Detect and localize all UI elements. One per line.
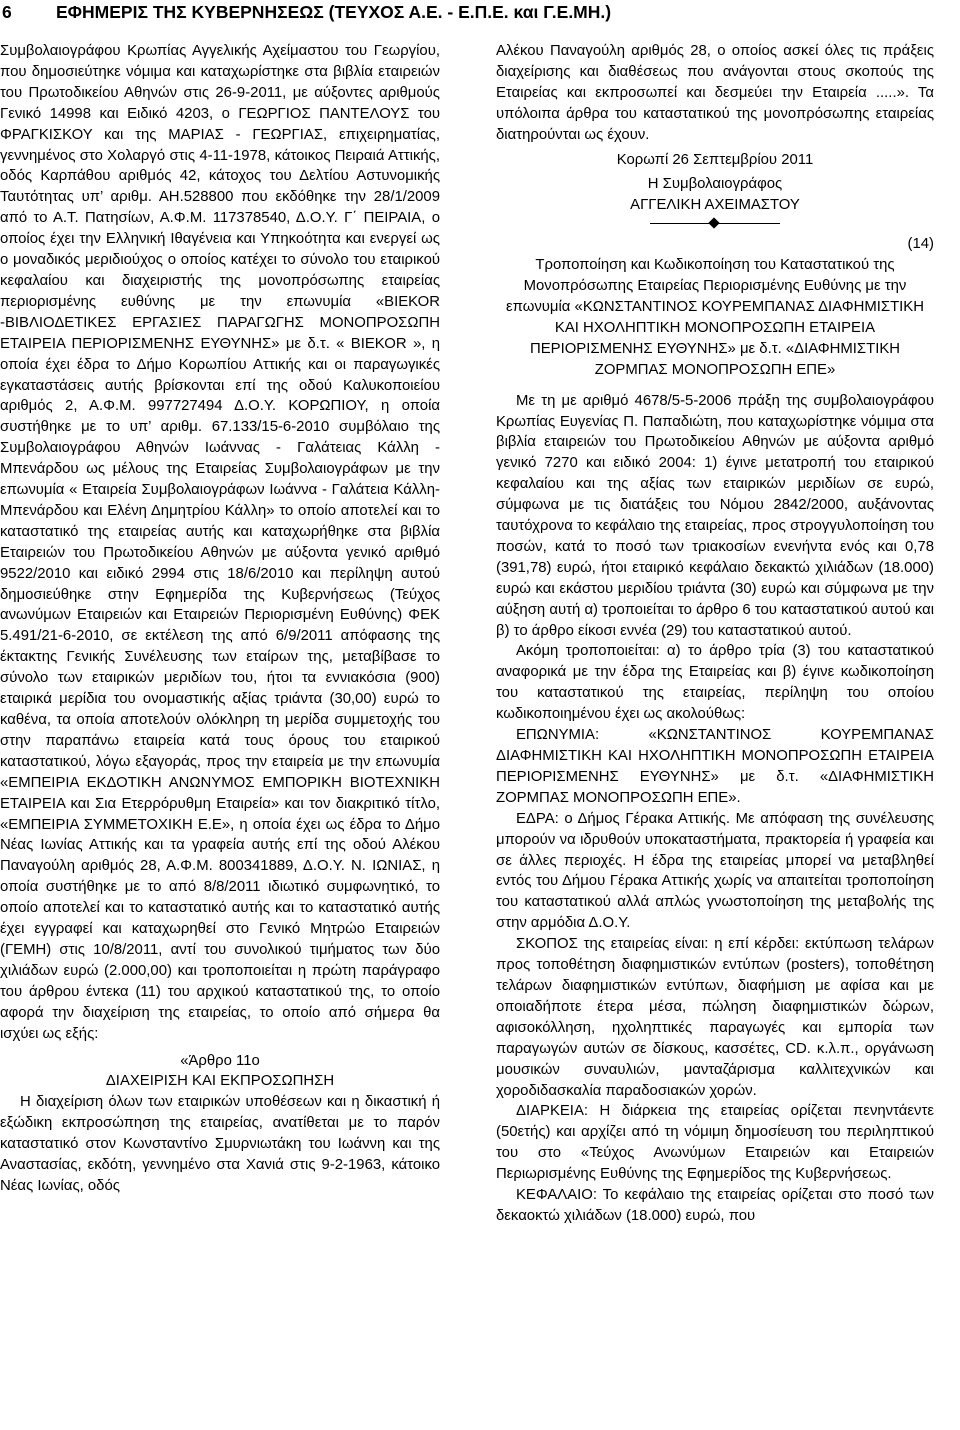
notice-title: Τροποποίηση και Κωδικοποίηση του Καταστατικού της Μονοπρόσωπης Εταιρείας Περιορισμένης Ευθύνης με την επωνυμία «ΚΩΝΣΤΑΝΤΙΝΟΣ ΚΟΥΡΕΜΠΑΝΑΣ ΔΙΑΦΗΜΙΣΤΙΚΗ ΚΑΙ ΗΧΟΛΗΠΤΙΚΗ ΜΟΝΟΠΡΟΣΩΠΗ ΕΤΑΙΡΕΙΑ ΠΕΡΙΟΡΙΣΜΕΝΗΣ ΕΥΘΥΝΗΣ» με δ.τ. «ΔΙΑΦΗΜΙΣΤΙΚΗ ΖΟΡΜΠΑΣ ΜΟΝΟΠΡΟΣΩΠΗ ΕΠΕ» [506, 257, 924, 378]
right-paragraph-4: ΕΠΩΝΥΜΙΑ: «ΚΩΝΣΤΑΝΤΙΝΟΣ ΚΟΥΡΕΜΠΑΝΑΣ ΔΙΑΦΗΜΙΣΤΙΚΗ ΚΑΙ ΗΧΟΛΗΠΤΙΚΗ ΜΟΝΟΠΡΟΣΩΠΗ ΕΤΑΙΡΕΙΑ ΠΕΡΙΟΡΙΣΜΕΝΗΣ ΕΥΘΥΝΗΣ» με δ.τ. «ΔΙΑΦΗΜΙΣΤΙΚΗ ΖΟΡΜΠΑΣ ΜΟΝΟΠΡΟΣΩΠΗ ΕΠΕ». [496, 727, 934, 806]
signatory-role: Η Συμβολαιογράφος [647, 176, 783, 193]
left-paragraph-1: Συμβολαιογράφου Κρωπίας Αγγελικής Αχείμαστου του Γεωργίου, που δημοσιεύτηκε νόμιμα και καταχωρίστηκε στα βιβλία εταιρειών του Πρωτοδικείου Αθηνών στις 26-9-2011, με αύξοντες αριθμούς Γενικό 14998 και Ειδικό 4203, ο ΓΕΩΡΓΙΟΣ ΠΑΝΤΕΛΟΥΣ του ΦΡΑΓΚΙΣΚΟΥ και της ΜΑΡΙΑΣ - ΓΕΩΡΓΙΑΣ, επιχειρηματίας, γεννημένος στο Χολαργό στις 4-11-1978, κάτοικος Πειραιά Αττικής, οδός Καρπάθου αριθμός 42, κάτοχος του Δελτίου Αστυνομικής Ταυτότητας υπ’ αριθμ. ΑΗ.528800 που εκδόθηκε την 28/1/2009 από το Α.Τ. Πατησίων, Α.Φ.Μ. 117378540, Δ.Ο.Υ. Γ΄ ΠΕΙΡΑΙΑ, ο οποίος έχει την Ελληνική Ιθαγένεια και Υπηκοότητα και ενεργεί ως ο μοναδικός μεριδιούχος ο οποίος κατέχει το σύνολο του εταιρικού κεφαλαίου και διαχειριστής της μονοπρόσωπης εταιρείας περιορισμένης ευθύνης με την επωνυμία «ΒΙΕΚΟR -ΒΙΒΛΙΟΔΕΤΙΚΕΣ ΕΡΓΑΣΙΕΣ ΠΑΡΑΓΩΓΗΣ ΜΟΝΟΠΡΟΣΩΠΗ ΕΤΑΙΡΕΙΑ ΠΕΡΙΟΡΙΣΜΕΝΗΣ ΕΥΘΥΝΗΣ» με δ.τ. « ΒΙΕΚΟR », η οποία έχει έδρα το Δήμο Κορωπίου Αττικής και οι παραγωγικές εγκαταστάσεις αυτής βρίσκονται επί της οδού Καλυκοποιείου αριθμός 2, Α.Φ.Μ. 997727494 Δ.Ο.Υ. ΚΟΡΩΠΙΟΥ, η οποία συστήθηκε με το υπ’ αριθμ. 67.133/15-6-2010 συμβόλαιο της Συμβολαιογράφου Αθηνών Ιωάννας - Γαλάτειας Κάλλη - Μπενάρδου ως μέλους της Εταιρείας Συμβολαιογράφων με την επωνυμία « Εταιρεία Συμβολαιογράφων Ιωάννα - Γαλάτεια Κάλλη-Μπενάρδου και Ελένη Δημητρίου Κάλλη» το οποίο αποτελεί και το καταστατικό της εταιρείας αυτής και καταχωρήθηκε στα βιβλία Εταιρειών του Πρωτοδικείου Αθηνών με αύξοντα γενικό αριθμό 9522/2010 και ειδικό 2994 στις 18/6/2010 και περίληψη αυτού δημοσιεύθηκε στην Εφημερίδα της Κυβερνήσεως (Τεύχος ανωνύμων Εταιρειών και Εταιρειών Περιορισμένη Ευθύνης) ΦΕΚ 5.491/21-6-2010, σε εκτέλεση της από 6/9/2011 απόφασης της έκτακτης Γενικής Συνέλευσης των εταίρων της, μεταβίβασε το σύνολο των εταιρικών μεριδίων του, ήτοι τα εννιακόσια (900) εταιρικά μερίδια του ονομαστικής αξίας τριάντα (30,00) ευρώ το καθένα, τα οποία αποτελούν ολόκληρη τη μερίδα συμμετοχής του στην παραπάνω εταιρεία κατά τους όρους του εταιρικού καταστατικού, λόγω εξαγοράς, προς την εταιρεία με την επωνυμία «ΕΜΠΕΙΡΙΑ ΕΚΔΟΤΙΚΗ ΑΝΩΝΥΜΟΣ ΕΜΠΟΡΙΚΗ ΒΙΟΤΕΧΝΙΚΗ ΕΤΑΙΡΕΙΑ και Σια Ετερρόρυθμη Εταιρεία» και τον διακριτικό τίτλο, «ΕΜΠΕΙΡΙΑ ΣΥΜΜΕΤΟΧΙΚΗ Ε.Ε», η οποία έχει ως έδρα το Δήμο Νέας Ιωνίας Αττικής και τα γραφεία αυτής επί της οδού Αλέκου Παναγούλη αριθμός 28, Α.Φ.Μ. 800341889, Δ.Ο.Υ. Ν. ΙΩΝΙΑΣ, η οποία συστήθηκε με το από 8/8/2011 ιδιωτικό συμφωνητικό, το οποίο αποτελεί και το καταστατικό αυτής και το καταστατικό αυτής έχει εγγραφεί και καταχωρηθεί στο Γενικό Μητρώο Εταιρειών (ΓΕΜΗ) στις 10/8/2011, αντί του συνολικού τιμήματος των δύο χιλιάδων ευρώ (2.000,00) και τροποποιείται η πρώτη παράγραφο του άρθρου έντεκα (11) του αρχικού καταστατικού της, το οποίο αφορά την διαχείριση της εταιρείας, το οποίο από σήμερα θα ισχύει ως εξής: [0, 43, 440, 1042]
signatory-name: ΑΓΓΕΛΙΚΗ ΑΧΕΙΜΑΣΤΟΥ [630, 197, 800, 214]
gazette-title: ΕΦΗΜΕΡΙΣ ΤΗΣ ΚΥΒΕΡΝΗΣΕΩΣ (ΤΕΥΧΟΣ Α.Ε. - Ε.Π.Ε. και Γ.Ε.ΜΗ.) [56, 2, 612, 22]
article-subheading: ΔΙΑΧΕΙΡΙΣΗ ΚΑΙ ΕΚΠΡΟΣΩΠΗΣΗ [105, 1073, 335, 1090]
right-paragraph-2: Με τη με αριθμό 4678/5-5-2006 πράξη της συμβολαιογράφου Κρωπίας Ευγενίας Π. Παπαδιώτη, που καταχωρίστηκε νόμιμα στα βιβλία εταιρειών του Πρωτοδικείου Αθηνών με αύξοντα αριθμό γενικό 7270 και ειδικό 2004: 1) έγινε μετατροπή του εταιρικού κεφαλαίου και της αξίας των εταιρικών μεριδίων σε ευρώ, σύμφωνα με τις διατάξεις του Νόμου 2842/2000, αυξάνοντας ταυτόχρονα το κεφάλαιο της εταιρείας, προς στρογγυλοποίηση του ποσών, κατά το ποσό των τριακοσίων ενενήντα ενός και 0,78 (391,78) ευρώ, ήτοι εταιρικό κεφάλαιο δεκακτώ χιλιάδων (18.000) ευρώ και εκάστου μεριδίου τριάντα (30) ευρώ και σύμφωνα με την αύξηση αυτή α) τροποιείται το άρθρο 6 του καταστατικού αυτού και β) το άρθρο είκοσι εννέα (29) του καταστατικού αυτού. [496, 392, 934, 639]
article-heading: «Άρθρο 11ο [180, 1052, 260, 1069]
notice-number: (14) [907, 236, 934, 253]
right-column [496, 41, 934, 1227]
diamond-icon [708, 218, 719, 229]
right-paragraph-8: ΚΕΦΑΛΑΙΟ: Το κεφάλαιο της εταιρείας ορίζεται στο ποσό των δεκαοκτώ χιλιάδων (18.000) ευρώ, που [496, 1187, 934, 1224]
notice-title-block [496, 255, 934, 380]
place-date: Κορωπί 26 Σεπτεμβρίου 2011 [616, 151, 814, 168]
page-number: 6 [2, 2, 12, 22]
separator-ornament [650, 216, 780, 232]
right-paragraph-3: Ακόμη τροποποιείται: α) το άρθρο τρία (3) του καταστατικού αναφορικά με την έδρα της Εταιρείας και β) έγινε κωδικοποίηση του καταστατικού της εταιρείας, περίληψη του οποίου κωδικοποιημένου έχει ως ακολούθως: [496, 643, 934, 723]
right-paragraph-7: ΔΙΑΡΚΕΙΑ: Η διάρκεια της εταιρείας ορίζεται πενηντάεντε (50ετής) και αρχίζει από τη νόμιμη δημοσίευση του περιληπτικού του στο «Τεύχος Ανωνύμων Εταιρειών και Εταιρειών Περιωρισμένης Ευθύνης της Εφημερίδος της Κυβερνήσεως. [496, 1103, 934, 1183]
left-column [0, 41, 440, 1197]
right-paragraph-1: Αλέκου Παναγούλη αριθμός 28, ο οποίος ασκεί όλες τις πράξεις διαχείρισης και διαθέσεως που ανάγονται στους σκοπούς της Εταιρείας και εκπροσωπεί και δεσμεύει την Εταιρεία .....». Τα υπόλοιπα άρθρα του καταστατικού της μονοπρόσωπης εταιρείας διατηρούνται ως έχουν. [496, 43, 934, 143]
page-header [0, 0, 960, 24]
right-paragraph-5: ΕΔΡΑ: ο Δήμος Γέρακα Αττικής. Με απόφαση της συνέλευσης μπορούν να ιδρυθούν υποκαταστήματα, πρακτορεία ή γραφεία και σε άλλες περιοχές. Η έδρα της εταιρείας μπορεί να μεταβληθεί εντός του Δήμου Γέρακα Αττικής χωρίς να απαιτείται τροποποίηση του καταστατικού αλλά απλώς γνωστοποίηση της μεταβολής της στην αρμόδια Δ.Ο.Υ. [496, 810, 934, 932]
left-paragraph-2: Η διαχείριση όλων των εταιρικών υποθέσεων και η δικαστική ή εξώδικη εκπροσώπηση της εταιρείας, ανατίθεται με το παρόν καταστατικό στον Κωνσταντίνο Σμυρνιωτάκη του Ιωάννη και της Αναστασίας, εκδότη, γεννημένο στα Χανιά στις 9-2-1963, κάτοικο Νέας Ιωνίας, οδός [0, 1094, 440, 1194]
right-paragraph-6: ΣΚΟΠΟΣ της εταιρείας είναι: η επί κέρδει: εκτύπωση τελάρων προς τοποθέτηση διαφημιστικών εντύπων (posters), τοποθέτηση τελάρων διαφημιστικών εντύπων, διαφήμιση με αφίσα και με οποιαδήποτε έτερα μέσα, πώληση διαφημιστικών δώρων, αφισοκόλληση, ηχοληπτικές παραγωγές και εμπορία των παραγωγών αυτών σε δίσκους, κασσέτες, CD. κ.λ.π., οργάνωση μουσικών συναυλιών, μανταζάρισμα καλλιτεχνικών και χοροδιδασκαλία παραδοσιακών χορών. [496, 936, 934, 1099]
